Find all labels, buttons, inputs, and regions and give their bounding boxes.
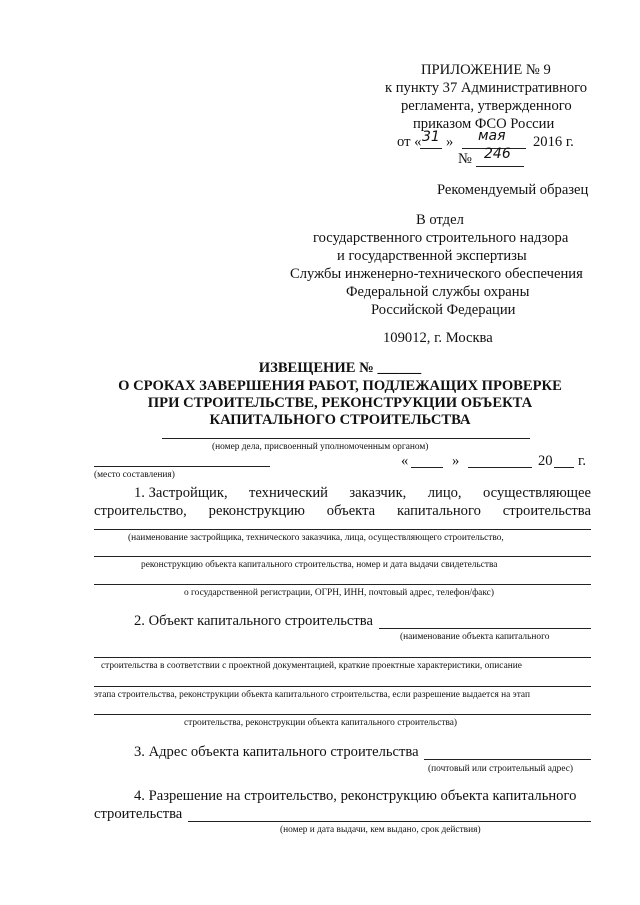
object-field-3[interactable] xyxy=(94,686,591,687)
case-number-hint: (номер дела, присвоенный уполномоченным органом) xyxy=(212,442,429,452)
section-4-label: 4. Разрешение на строительство, реконструкцию объекта капитального xyxy=(134,788,577,804)
place-hint: (место составления) xyxy=(94,470,175,480)
s1-word-1: 1. Застройщик, xyxy=(134,485,228,501)
s1-word-5: осуществляющее xyxy=(483,485,591,501)
s1-word-3: заказчик, xyxy=(349,485,407,501)
date-year-prefix: 20 xyxy=(538,453,553,469)
developer-field-3[interactable] xyxy=(94,584,591,585)
addressee-line-6: Российской Федерации xyxy=(371,302,516,318)
section-1-line-1 xyxy=(134,485,591,502)
notice-title: ИЗВЕЩЕНИЕ № ______ xyxy=(258,360,422,376)
section-4-label-cont: строительства xyxy=(94,806,183,822)
appendix-number-prefix: № xyxy=(458,151,472,167)
notice-subtitle-2: ПРИ СТРОИТЕЛЬСТВЕ, РЕКОНСТРУКЦИИ ОБЪЕКТА xyxy=(147,395,533,411)
s1-word-9: капитального xyxy=(396,503,481,519)
appendix-date-prefix: от « xyxy=(397,134,422,150)
appendix-title: ПРИЛОЖЕНИЕ № 9 xyxy=(421,62,551,78)
addressee-line-1: В отдел xyxy=(416,212,464,228)
date-year-suffix: г. xyxy=(578,453,586,469)
s1-word-2: технический xyxy=(249,485,328,501)
date-day-underline xyxy=(420,148,442,149)
section-2-label: 2. Объект капитального строительства xyxy=(134,613,373,629)
notice-subtitle-3: КАПИТАЛЬНОГО СТРОИТЕЛЬСТВА xyxy=(209,412,471,428)
date-year-field[interactable] xyxy=(554,467,574,468)
date-day-field[interactable] xyxy=(411,467,443,468)
appendix-line-2: к пункту 37 Административного xyxy=(385,80,588,96)
address-field[interactable] xyxy=(424,759,591,760)
object-field-2[interactable] xyxy=(94,657,591,658)
object-hint-1: (наименование объекта капитального xyxy=(400,632,550,642)
s1-word-8: объекта xyxy=(326,503,376,519)
number-underline xyxy=(476,166,524,167)
developer-hint-1: (наименование застройщика, технического заказчика, лица, осуществляющего строительство, xyxy=(128,533,504,543)
developer-field-2[interactable] xyxy=(94,556,591,557)
section-3-label: 3. Адрес объекта капитального строительства xyxy=(134,744,419,760)
place-field[interactable] xyxy=(94,466,270,467)
developer-field-1[interactable] xyxy=(94,529,591,530)
appendix-line-3: регламента, утвержденного xyxy=(401,98,572,114)
developer-hint-3: о государственной регистрации, ОГРН, ИНН, почтовый адрес, телефон/факс) xyxy=(184,588,494,598)
permit-field[interactable] xyxy=(188,821,591,822)
object-field-4[interactable] xyxy=(94,714,591,715)
developer-hint-2: реконструкцию объекта капитального строительства, номер и дата выдачи свидетельства xyxy=(141,560,498,570)
permit-hint: (номер и дата выдачи, кем выдано, срок действия) xyxy=(280,825,481,835)
s1-word-7: реконструкцию xyxy=(208,503,305,519)
s1-word-6: строительство, xyxy=(94,503,187,519)
object-hint-3: этапа строительства, реконструкции объекта капитального строительства, если разрешение выдается на этап xyxy=(94,690,530,700)
sample-label: Рекомендуемый образец xyxy=(437,182,589,198)
addressee-line-4: Службы инженерно-технического обеспечения xyxy=(290,266,583,282)
object-field-1[interactable] xyxy=(379,628,591,629)
object-hint-4: строительства, реконструкции объекта капитального строительства) xyxy=(184,718,458,728)
notice-subtitle-1: О СРОКАХ ЗАВЕРШЕНИЯ РАБОТ, ПОДЛЕЖАЩИХ ПРОВЕРКЕ xyxy=(118,378,562,394)
address-hint: (почтовый или строительный адрес) xyxy=(428,764,574,774)
appendix-date-year: 2016 г. xyxy=(533,134,574,150)
number-handwritten: 246 xyxy=(484,146,511,162)
addressee-line-5: Федеральной службы охраны xyxy=(346,284,530,300)
date-month-handwritten: мая xyxy=(478,128,506,144)
appendix-line-4: приказом ФСО России xyxy=(413,116,555,132)
addressee-city: 109012, г. Москва xyxy=(383,330,493,346)
appendix-date-mid: » xyxy=(446,134,454,150)
s1-word-4: лицо, xyxy=(427,485,462,501)
case-number-field[interactable] xyxy=(162,438,530,439)
addressee-line-2: государственного строительного надзора xyxy=(313,230,569,246)
addressee-line-3: и государственной экспертизы xyxy=(337,248,527,264)
date-day-handwritten: 31 xyxy=(422,129,440,145)
s1-word-10: строительства xyxy=(502,503,591,519)
date-open-quote: « xyxy=(401,453,409,469)
object-hint-2: строительства в соответствии с проектной документацией, краткие проектные характеристики, описание xyxy=(101,661,522,671)
section-1-line-2 xyxy=(94,503,591,520)
date-month-field[interactable] xyxy=(468,467,532,468)
date-close-quote: » xyxy=(452,453,460,469)
